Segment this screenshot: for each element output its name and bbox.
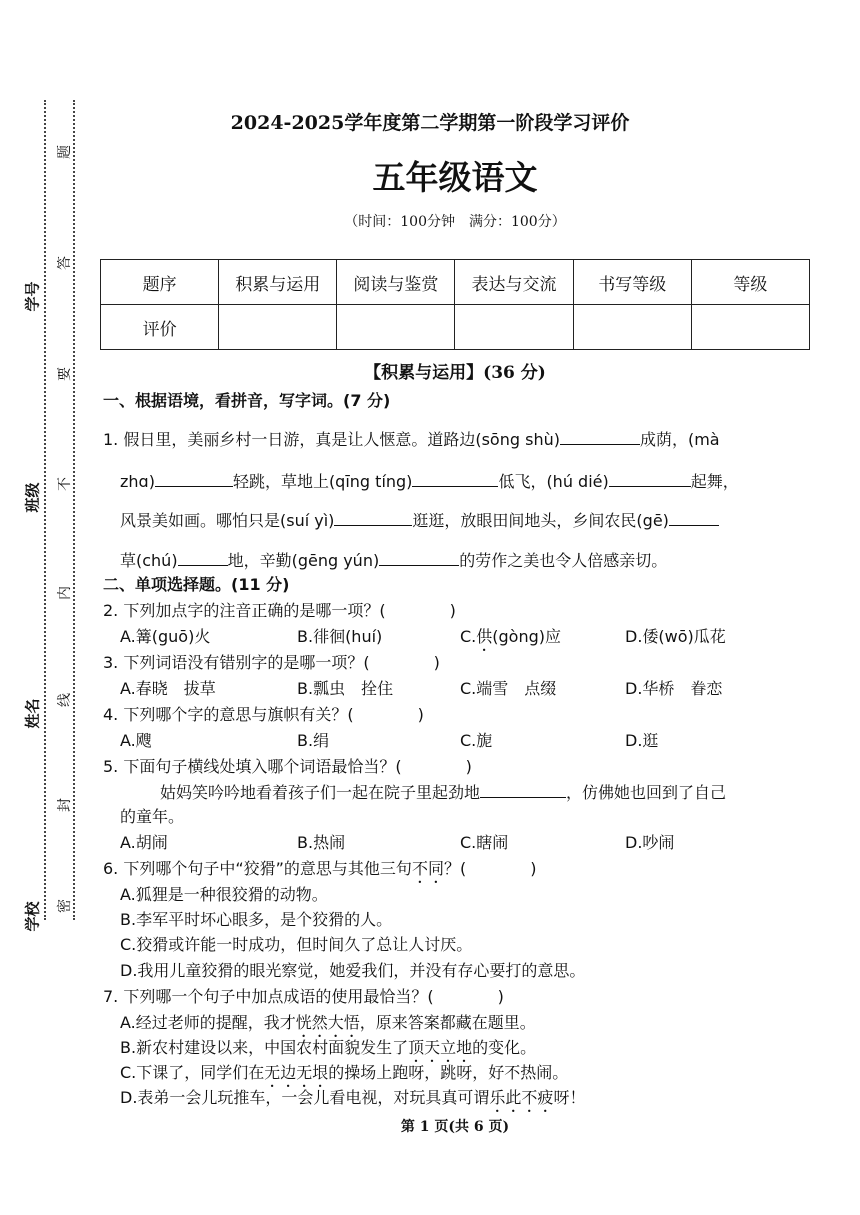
- score-cell[interactable]: [337, 305, 455, 350]
- q2-option-a[interactable]: A.篝(guō)火: [120, 627, 211, 646]
- dotted-idiom: 顶天立地: [408, 1038, 473, 1057]
- table-row-label: 评价: [101, 305, 219, 350]
- text: 风景美如画。哪怕只是(suí yì): [120, 511, 335, 530]
- q4-option-c[interactable]: C.旎: [460, 731, 493, 750]
- question-3-stem: 3. 下列词语没有错别字的是哪一项？( ): [103, 653, 440, 672]
- table-header-cell: 等级: [691, 260, 809, 305]
- q5-option-b[interactable]: B.热闹: [297, 833, 346, 852]
- q4-option-b[interactable]: B.绢: [297, 731, 330, 750]
- score-table-row: [101, 305, 810, 350]
- question-7-stem: 7. 下列哪一个句子中加点成语的使用最恰当？( ): [103, 987, 504, 1006]
- table-header-cell: 积累与运用: [219, 260, 337, 305]
- binding-char: 答: [57, 256, 73, 270]
- question-2-stem: 2. 下列加点字的注音正确的是哪一项？( ): [103, 601, 456, 620]
- question-4-stem: 4. 下列哪个字的意思与旗帜有关？( ): [103, 705, 424, 724]
- text: 的变化。: [472, 1038, 537, 1057]
- subject-title: 五年级语文: [372, 158, 538, 197]
- q2-option-d[interactable]: D.倭(wō)瓜花: [625, 627, 726, 646]
- dotted-idiom: 无边无垠: [264, 1063, 329, 1082]
- part1-line-3: [120, 508, 719, 531]
- table-header-cell: 表达与交流: [455, 260, 573, 305]
- part1-heading: 一、根据语境，看拼音，写字词。(7 分): [103, 391, 391, 410]
- text: ，仿佛她也回到了自己: [566, 783, 727, 802]
- text: (gòng)应: [492, 627, 562, 646]
- q3-option-d[interactable]: D.华桥 眷恋: [625, 679, 723, 698]
- q5-option-a[interactable]: A.胡闹: [120, 833, 168, 852]
- binding-char: 密: [57, 899, 73, 913]
- text: D.表弟一会儿玩推车，一会儿看电视，对玩具真可谓: [120, 1088, 490, 1107]
- text: 低飞，(hú dié): [498, 472, 609, 491]
- text: C.下课了，同学们在: [120, 1063, 265, 1082]
- binding-label-class: 班级: [23, 482, 42, 513]
- answer-blank[interactable]: [412, 470, 498, 487]
- text: 1. 假日里，美丽乡村一日游，真是让人惬意。道路边(sōng shù): [103, 430, 560, 449]
- dotted-char: 不同: [411, 859, 444, 878]
- answer-blank[interactable]: [560, 428, 640, 445]
- text: 起舞，: [690, 472, 739, 491]
- q7-option-d[interactable]: [120, 1085, 585, 1116]
- answer-blank[interactable]: [609, 470, 691, 487]
- part1-line-2: [120, 469, 739, 492]
- text: 的劳作之美也令人倍感亲切。: [459, 551, 668, 570]
- q3-option-a[interactable]: A.春晓 拔草: [120, 679, 216, 698]
- q6-option-a[interactable]: A.狐狸是一种很狡猾的动物。: [120, 885, 328, 904]
- table-header-cell: 阅读与鉴赏: [337, 260, 455, 305]
- score-table: [100, 259, 810, 350]
- text: 的操场上跑呀，跳呀，好不热闹。: [328, 1063, 569, 1082]
- dotted-idiom: 乐此不疲: [489, 1088, 554, 1107]
- text: B.新农村建设以来，中国农村面貌发生了: [120, 1038, 409, 1057]
- dotted-idiom: 恍然大悟: [295, 1013, 360, 1032]
- score-cell[interactable]: [573, 305, 691, 350]
- q6-option-b[interactable]: B.李军平时坏心眼多，是个狡猾的人。: [120, 910, 393, 929]
- binding-char: 题: [57, 145, 73, 159]
- binding-char: 要: [57, 367, 73, 381]
- q2-option-b[interactable]: B.徘徊(huí): [297, 627, 383, 646]
- text: 逛逛，放眼田间地头，乡间农民(gē): [412, 511, 669, 530]
- exam-title: 2024-2025学年度第二学期第一阶段学习评价: [230, 112, 630, 134]
- binding-label-student-id: 学号: [23, 281, 42, 312]
- q5-option-c[interactable]: C.瞎闹: [460, 833, 509, 852]
- part1-line-1: [103, 427, 720, 450]
- part1-line-4: [120, 548, 667, 571]
- text: ？( ): [443, 859, 537, 878]
- q6-option-d[interactable]: D.我用儿童狡猾的眼光察觉，她爱我们，并没有存心要打的意思。: [120, 961, 586, 980]
- binding-label-school: 学校: [23, 901, 42, 932]
- text: 成荫，(mà: [639, 430, 720, 449]
- binding-char: 线: [57, 693, 73, 707]
- q5-sentence-line-2: 的童年。: [120, 807, 185, 826]
- answer-blank[interactable]: [379, 549, 459, 566]
- q3-option-c[interactable]: C.端雪 点缀: [460, 679, 557, 698]
- score-cell[interactable]: [219, 305, 337, 350]
- answer-blank[interactable]: [669, 509, 719, 526]
- text: zhɑ): [120, 472, 155, 491]
- text: 草(chú): [120, 551, 178, 570]
- answer-blank[interactable]: [155, 470, 233, 487]
- table-header-cell: 书写等级: [573, 260, 691, 305]
- q3-option-b[interactable]: B.瓢虫 拴住: [297, 679, 394, 698]
- text: 姑妈笑吟吟地看着孩子们一起在院子里起劲地: [160, 783, 481, 802]
- q6-option-c[interactable]: C.狡猾或许能一时成功，但时间久了总让人讨厌。: [120, 935, 473, 954]
- answer-blank[interactable]: [480, 781, 566, 798]
- score-table-header-row: [101, 260, 810, 305]
- section-title: 【积累与运用】(36 分): [364, 363, 546, 383]
- binding-char: 封: [57, 798, 73, 812]
- page-number: 第 1 页(共 6 页): [400, 1119, 510, 1135]
- dotted-char: 供: [476, 627, 493, 646]
- answer-blank[interactable]: [334, 509, 412, 526]
- text: 轻跳，草地上(qīng tíng): [232, 472, 413, 491]
- text: 地，辛勤(gēng yún): [227, 551, 380, 570]
- binding-char: 不: [57, 477, 73, 491]
- part2-heading: 二、单项选择题。(11 分): [103, 575, 290, 594]
- binding-label-name: 姓名: [23, 698, 42, 729]
- question-5-stem: 5. 下面句子横线处填入哪个词语最恰当？( ): [103, 757, 472, 776]
- q4-option-d[interactable]: D.逛: [625, 731, 659, 750]
- time-info: （时间：100分钟 满分：100分）: [344, 214, 566, 230]
- text: C.: [460, 627, 477, 646]
- score-cell[interactable]: [455, 305, 573, 350]
- score-cell[interactable]: [691, 305, 809, 350]
- q2-option-c[interactable]: [460, 624, 561, 655]
- text: 6. 下列哪个句子中“狡猾”的意思与其他三句: [103, 859, 412, 878]
- answer-blank[interactable]: [178, 549, 228, 566]
- text: ，原来答案都藏在题里。: [359, 1013, 536, 1032]
- q5-option-d[interactable]: D.吵闹: [625, 833, 675, 852]
- q5-sentence-line-1: [160, 780, 726, 803]
- q4-option-a[interactable]: A.飕: [120, 731, 152, 750]
- table-header-cell: 题序: [101, 260, 219, 305]
- text: A.经过老师的提醒，我才: [120, 1013, 296, 1032]
- binding-char: 内: [57, 586, 73, 600]
- text: 呀！: [553, 1088, 586, 1107]
